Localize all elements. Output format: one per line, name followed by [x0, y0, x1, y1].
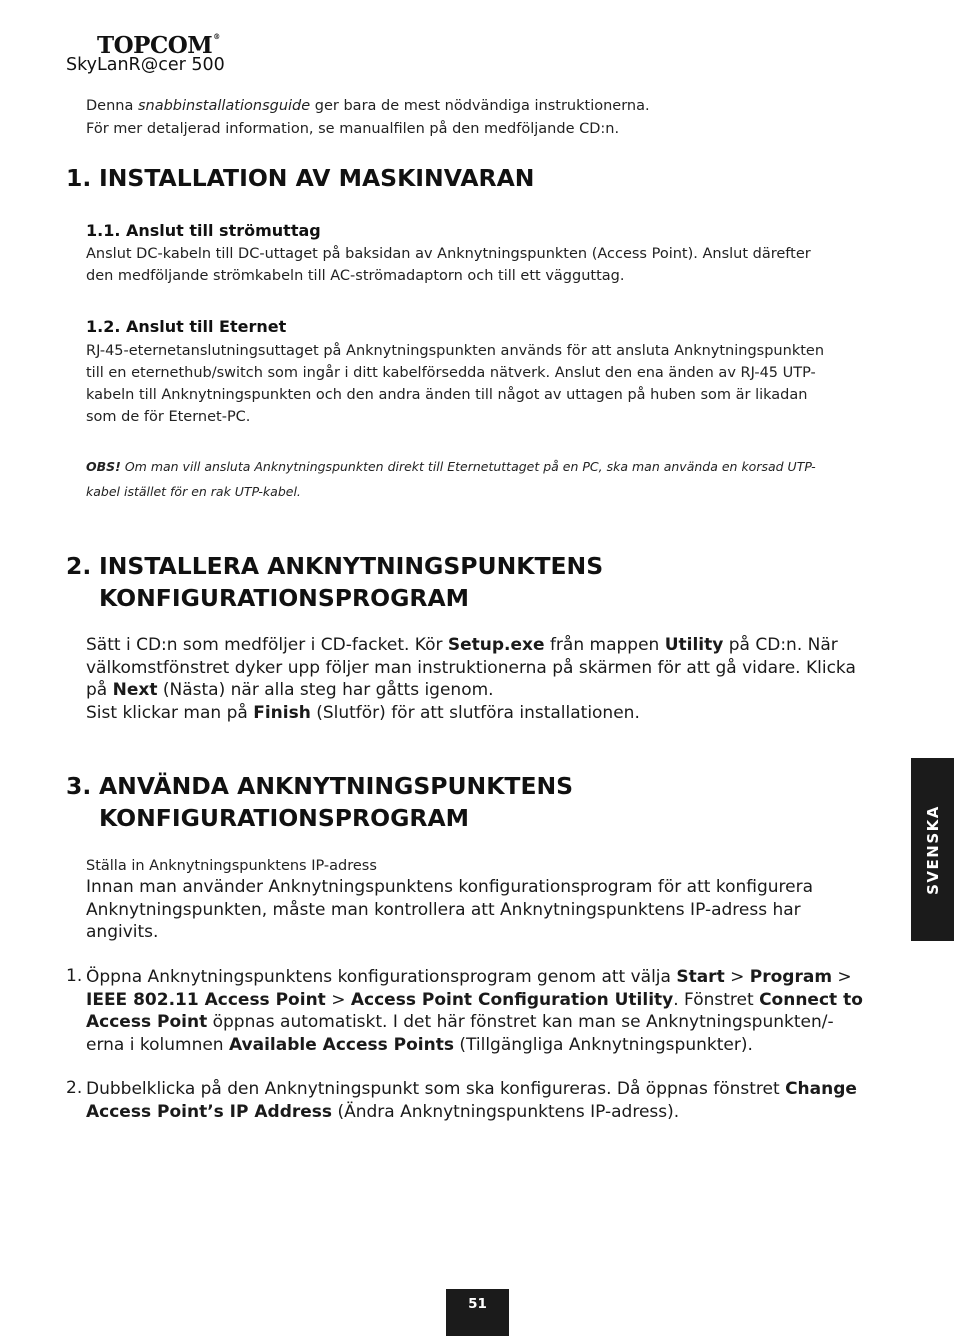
window-apip-label: Access Point’s IP Address [86, 1101, 333, 1122]
text-line [86, 966, 886, 989]
subsection-1-2-text [86, 340, 886, 428]
window-change-label: Change [785, 1079, 857, 1099]
text-line [86, 679, 886, 702]
text-line: som de för Eternet-PC. [86, 409, 251, 425]
subsection-1-1-heading: 1.1. Anslut till strömuttag [86, 221, 321, 240]
section-title-line-1: ANVÄNDA ANKNYTNINGSPUNKTENS [99, 772, 574, 800]
section-number: 1. [66, 164, 92, 192]
text-line: till en eternethub/switch som ingår i ditt kabelförsedda nätverk. Anslut den ena änden av RJ-45 UTP- [86, 365, 816, 381]
text-line [86, 634, 886, 657]
note-line-1 [86, 454, 886, 479]
language-tab-label: SVENSKA [923, 804, 942, 895]
column-available-label: Available Access Points [228, 1034, 454, 1055]
window-connect-label: Connect to [759, 989, 863, 1010]
text-line: välkomstfönstret dyker upp följer man instruktionerna på skärmen för att gå vidare. Klicka [86, 657, 856, 678]
obs-note [86, 454, 886, 504]
text-line [86, 989, 886, 1012]
intro-line-1 [86, 95, 650, 118]
text-line [86, 1034, 886, 1057]
product-name: SkyLanR@cer 500 [66, 55, 225, 75]
text-line: RJ-45-eternetanslutningsuttaget på Anknytningspunkten används för att ansluta Anknytningspunkten [86, 343, 825, 359]
step-2-text [86, 1078, 886, 1123]
section-number: 3. [66, 772, 92, 800]
text-part: (Nästa) när alla steg har gåtts igenom. [157, 680, 494, 700]
text-line: angivits. [86, 922, 159, 942]
section-3-intro [86, 876, 886, 944]
text-part: > [724, 967, 750, 987]
intro-text-part: ger bara de mest nödvändiga instruktionerna. [310, 98, 650, 114]
text-part: . Fönstret [673, 989, 760, 1010]
text-line [86, 1011, 886, 1034]
text-part: Dubbelklicka på den Anknytningspunkt som ska konfigureras. Då öppnas fönstret [86, 1079, 786, 1099]
text-line [86, 1078, 886, 1101]
finish-label: Finish [253, 702, 311, 723]
text-part: Sist klickar man på [86, 702, 254, 723]
text-part: Öppna Anknytningspunktens konfigurationsprogram genom att välja [86, 967, 677, 987]
trademark-mark: ® [213, 32, 220, 41]
step-2-number: 2. [66, 1078, 83, 1098]
section-3-heading [66, 770, 573, 834]
menu-ieee-label: IEEE 802.11 Access Point [86, 989, 326, 1010]
text-part: öppnas automatiskt. I det här fönstret kan man se Anknytningspunkten/- [207, 1012, 834, 1032]
text-line: kabeln till Anknytningspunkten och den andra änden till något av uttagen på huben som är likadan [86, 387, 808, 403]
menu-start-label: Start [676, 967, 725, 987]
utility-folder-label: Utility [664, 635, 724, 655]
section-1-heading [66, 162, 534, 194]
section-3-subtitle: Ställa in Anknytningspunktens IP-adress [86, 858, 377, 874]
step-1-number: 1. [66, 966, 83, 986]
text-part: > [325, 989, 351, 1010]
text-line: Innan man använder Anknytningspunktens konfigurationsprogram för att konfigurera [86, 877, 813, 897]
text-part: på CD:n. När [723, 635, 838, 655]
setup-exe-label: Setup.exe [447, 635, 545, 655]
text-line [86, 702, 886, 725]
language-tab [911, 758, 954, 941]
text-line: den medföljande strömkabeln till AC-strömadaptorn och till ett vägguttag. [86, 268, 625, 284]
intro-text-part: Denna [86, 98, 138, 114]
section-2-text [86, 634, 886, 724]
section-title: INSTALLATION AV MASKINVARAN [99, 164, 535, 192]
section-number: 2. [66, 552, 92, 580]
note-line-2: kabel istället för en rak UTP-kabel. [86, 484, 301, 499]
text-line: Anknytningspunkten, måste man kontrollera att Anknytningspunktens IP-adress har [86, 899, 801, 920]
note-text: Om man vill ansluta Anknytningspunkten direkt till Eternetuttaget på en PC, ska man använda en korsad UTP- [120, 459, 816, 474]
subsection-1-2-heading: 1.2. Anslut till Eternet [86, 317, 287, 336]
subsection-1-1-text [86, 243, 886, 287]
text-line [86, 1101, 886, 1124]
text-part: erna i kolumnen [86, 1034, 229, 1055]
menu-apcu-label: Access Point Configuration Utility [350, 989, 674, 1010]
note-label: OBS! [86, 459, 121, 474]
text-part: (Ändra Anknytningspunktens IP-adress). [332, 1101, 680, 1122]
text-part: från mappen [544, 635, 665, 655]
menu-program-label: Program [749, 967, 833, 987]
next-label: Next [112, 680, 158, 700]
section-title-line-2: KONFIGURATIONSPROGRAM [99, 804, 470, 832]
text-line: Anslut DC-kabeln till DC-uttaget på baksidan av Anknytningspunkten (Access Point). Anslut därefter [86, 246, 811, 262]
text-part: Sätt i CD:n som medföljer i CD-facket. Kör [86, 635, 448, 655]
window-ap-label: Access Point [86, 1012, 208, 1032]
brand-name: TOPCOM [97, 32, 213, 59]
text-part: på [86, 680, 113, 700]
page-number: 51 [446, 1289, 509, 1336]
text-part: > [832, 967, 852, 987]
intro-line-2: För mer detaljerad information, se manualfilen på den medföljande CD:n. [86, 120, 620, 137]
step-1-text [86, 966, 886, 1056]
text-part: (Tillgängliga Anknytningspunkter). [453, 1034, 753, 1055]
section-title-line-2: KONFIGURATIONSPROGRAM [99, 584, 470, 612]
intro-emphasis: snabbinstallationsguide [137, 98, 311, 114]
intro-text [86, 95, 650, 140]
section-2-heading [66, 550, 603, 614]
text-part: (Slutför) för att slutföra installationen. [310, 702, 640, 723]
section-title-line-1: INSTALLERA ANKNYTNINGSPUNKTENS [99, 552, 604, 580]
